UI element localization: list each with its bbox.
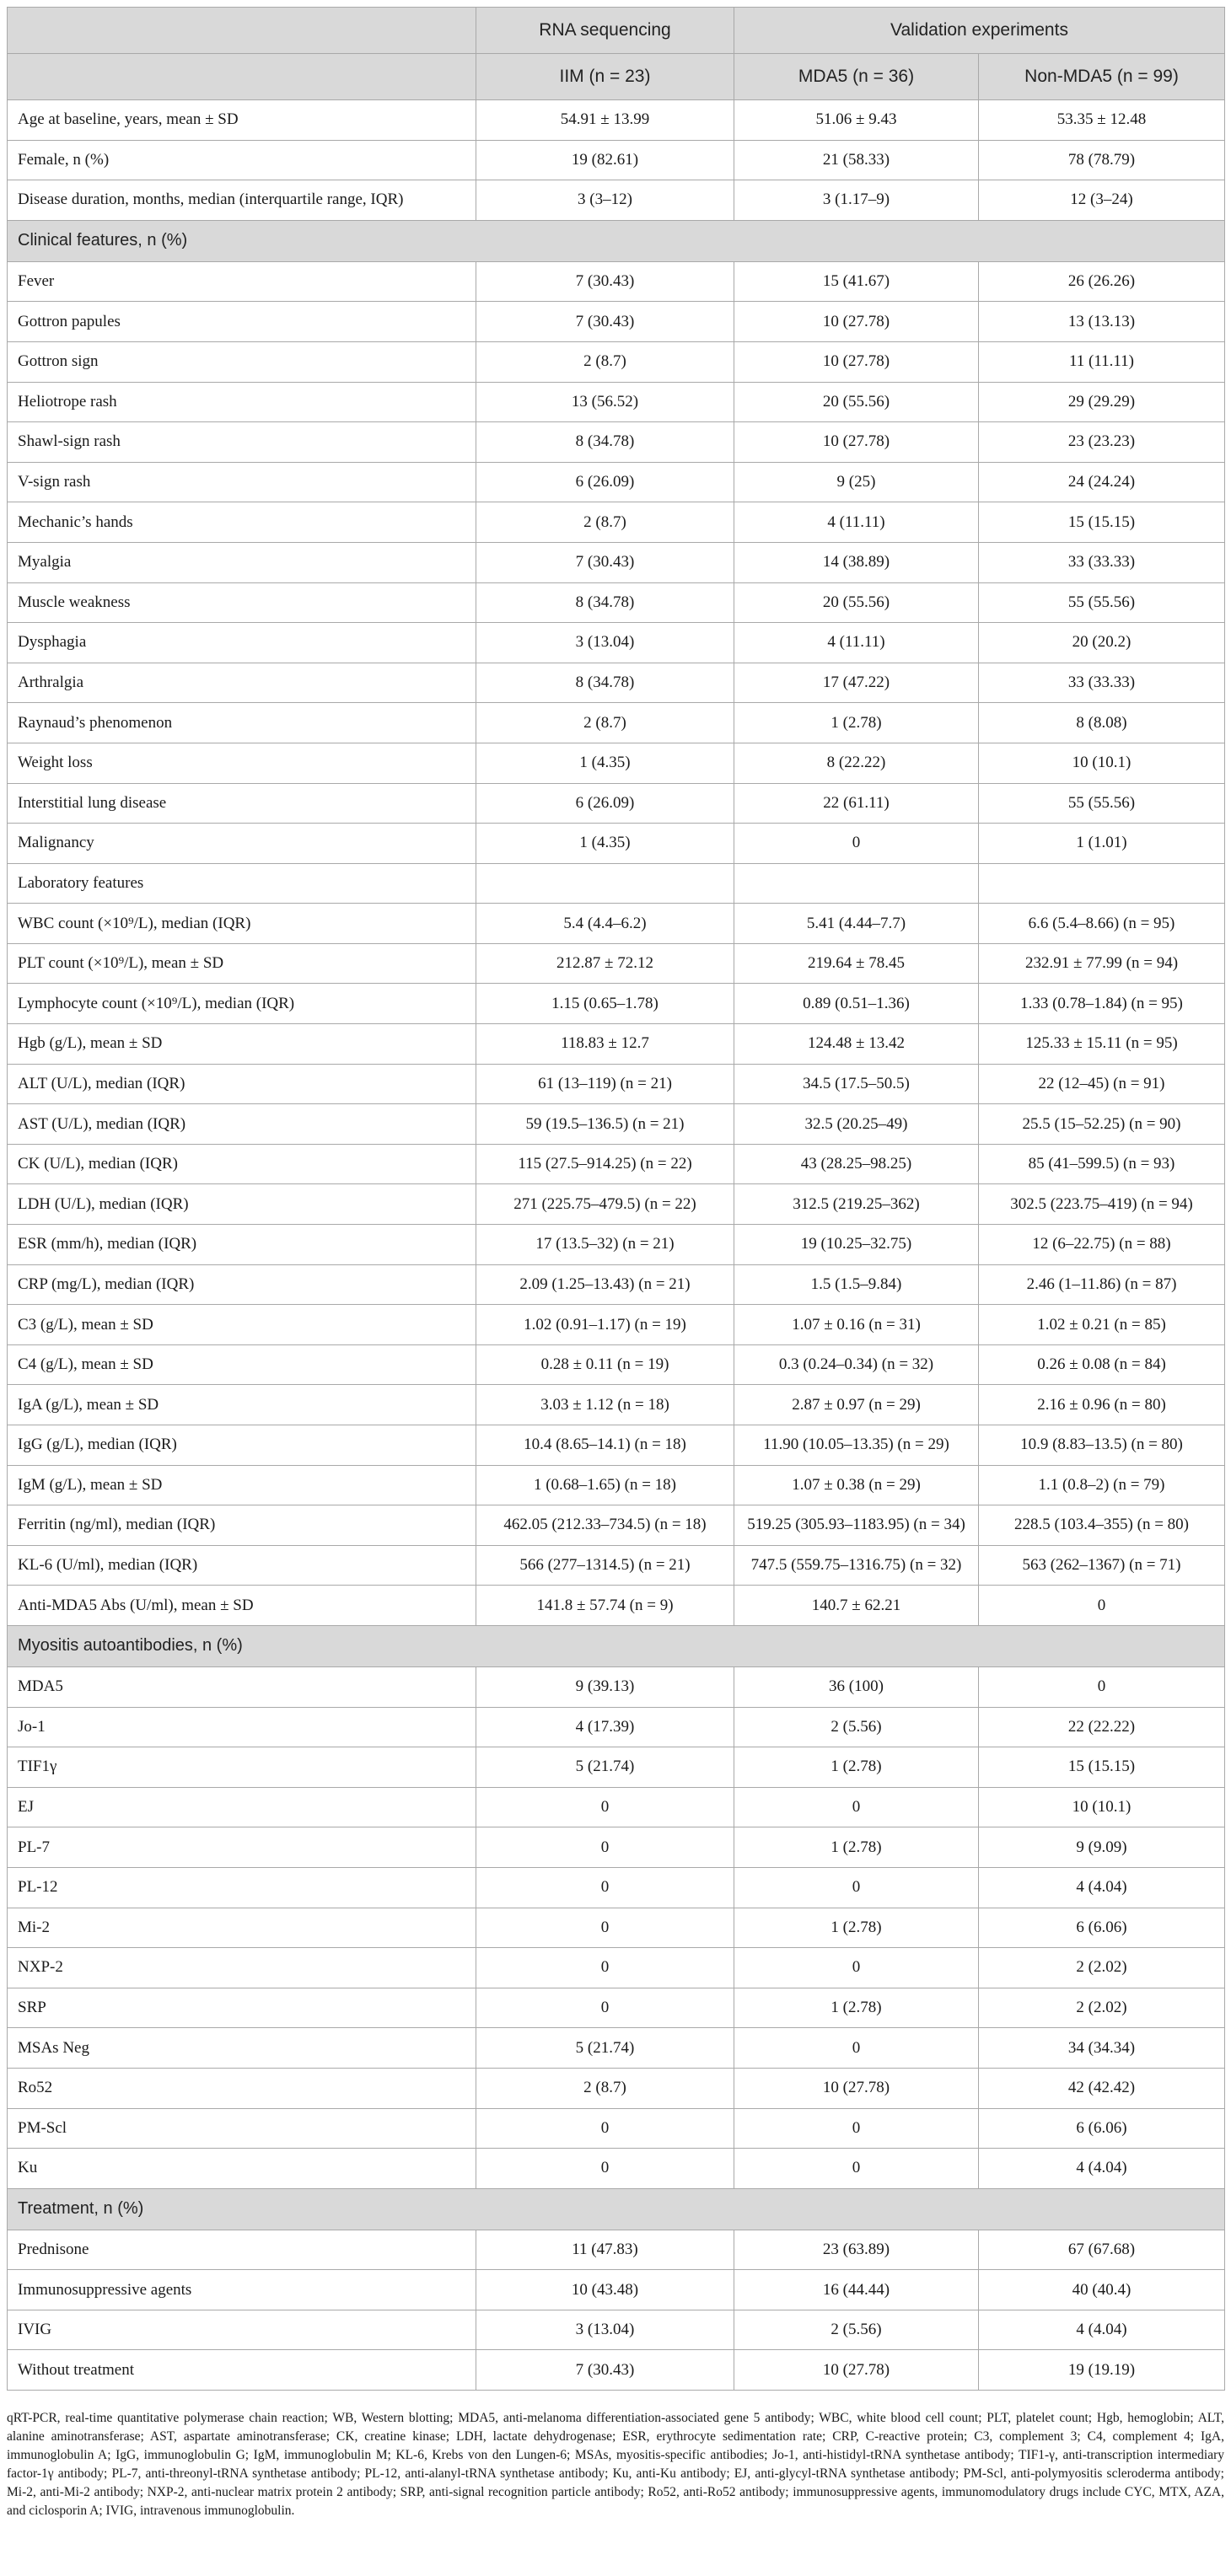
row-label: Gottron papules (8, 302, 476, 342)
header-row-cohorts (8, 54, 1225, 100)
cell-value: 5.4 (4.4–6.2) (476, 904, 734, 944)
section-header-row (8, 2188, 1225, 2230)
cell-value: 0 (476, 1948, 734, 1988)
row-label: WBC count (×10⁹/L), median (IQR) (8, 904, 476, 944)
row-label: Heliotrope rash (8, 382, 476, 422)
cell-value: 6 (26.09) (476, 783, 734, 824)
table-row (8, 302, 1225, 342)
cell-value: 2 (8.7) (476, 502, 734, 543)
cell-value: 271 (225.75–479.5) (n = 22) (476, 1184, 734, 1225)
cell-value: 118.83 ± 12.7 (476, 1024, 734, 1065)
row-label: Lymphocyte count (×10⁹/L), median (IQR) (8, 984, 476, 1024)
cell-value: 4 (11.11) (734, 502, 979, 543)
row-label: Ro52 (8, 2068, 476, 2108)
cell-value: 12 (3–24) (979, 180, 1225, 221)
section-header: Clinical features, n (%) (8, 220, 1225, 261)
cell-value: 0 (476, 1867, 734, 1908)
table-row (8, 1104, 1225, 1145)
table-row (8, 1988, 1225, 2028)
row-label: PL-7 (8, 1827, 476, 1868)
table-row (8, 1707, 1225, 1747)
cell-value: 67 (67.68) (979, 2230, 1225, 2270)
cell-value: 55 (55.56) (979, 582, 1225, 623)
cell-value: 5 (21.74) (476, 2028, 734, 2069)
cell-value: 3 (13.04) (476, 2310, 734, 2350)
cell-value: 11 (11.11) (979, 341, 1225, 382)
table-body (8, 100, 1225, 2391)
cell-value: 51.06 ± 9.43 (734, 100, 979, 141)
row-label: V-sign rash (8, 462, 476, 502)
cell-value: 29 (29.29) (979, 382, 1225, 422)
cell-value: 10 (43.48) (476, 2270, 734, 2310)
row-label: MDA5 (8, 1666, 476, 1707)
table-row (8, 1024, 1225, 1065)
cell-value: 462.05 (212.33–734.5) (n = 18) (476, 1505, 734, 1546)
table-row (8, 1747, 1225, 1788)
row-label: Mi-2 (8, 1908, 476, 1948)
cell-value: 0 (734, 2108, 979, 2149)
cell-value: 2.09 (1.25–13.43) (n = 21) (476, 1264, 734, 1305)
table-row (8, 1948, 1225, 1988)
cell-value: 0.3 (0.24–0.34) (n = 32) (734, 1344, 979, 1385)
cell-value: 2.16 ± 0.96 (n = 80) (979, 1385, 1225, 1425)
cell-value: 22 (61.11) (734, 783, 979, 824)
table-row (8, 2350, 1225, 2391)
cell-value: 1.15 (0.65–1.78) (476, 984, 734, 1024)
cell-value: 12 (6–22.75) (n = 88) (979, 1225, 1225, 1265)
cell-value: 22 (12–45) (n = 91) (979, 1064, 1225, 1104)
cell-value: 20 (20.2) (979, 623, 1225, 663)
table-row (8, 623, 1225, 663)
row-label: Weight loss (8, 743, 476, 783)
cell-value: 3 (13.04) (476, 623, 734, 663)
table-row (8, 1425, 1225, 1466)
cell-value: 4 (11.11) (734, 623, 979, 663)
cell-value: 15 (15.15) (979, 502, 1225, 543)
cell-value: 11.90 (10.05–13.35) (n = 29) (734, 1425, 979, 1466)
table-row (8, 2149, 1225, 2189)
cell-value: 11 (47.83) (476, 2230, 734, 2270)
cell-value: 1.1 (0.8–2) (n = 79) (979, 1465, 1225, 1505)
row-label: Prednisone (8, 2230, 476, 2270)
cell-value: 232.91 ± 77.99 (n = 94) (979, 943, 1225, 984)
cell-value: 0.89 (0.51–1.36) (734, 984, 979, 1024)
row-label: Muscle weakness (8, 582, 476, 623)
table-row (8, 743, 1225, 783)
cell-value: 10 (27.78) (734, 341, 979, 382)
row-label: ESR (mm/h), median (IQR) (8, 1225, 476, 1265)
row-label: Myalgia (8, 542, 476, 582)
cell-value: 43 (28.25–98.25) (734, 1144, 979, 1184)
row-label: Shawl-sign rash (8, 422, 476, 463)
table-row (8, 1264, 1225, 1305)
cell-value: 3 (3–12) (476, 180, 734, 221)
table-row (8, 1827, 1225, 1868)
cell-value: 25.5 (15–52.25) (n = 90) (979, 1104, 1225, 1145)
cell-value: 212.87 ± 72.12 (476, 943, 734, 984)
row-label: IgG (g/L), median (IQR) (8, 1425, 476, 1466)
cell-value: 23 (63.89) (734, 2230, 979, 2270)
cell-value: 8 (34.78) (476, 422, 734, 463)
table-row (8, 341, 1225, 382)
table-row (8, 2028, 1225, 2069)
cell-value: 10 (10.1) (979, 743, 1225, 783)
row-label: NXP-2 (8, 1948, 476, 1988)
cell-value: 4 (4.04) (979, 2149, 1225, 2189)
cell-value: 0 (476, 1908, 734, 1948)
cell-value: 1.07 ± 0.16 (n = 31) (734, 1305, 979, 1345)
cell-value: 40 (40.4) (979, 2270, 1225, 2310)
cell-value: 10.9 (8.83–13.5) (n = 80) (979, 1425, 1225, 1466)
cell-value: 59 (19.5–136.5) (n = 21) (476, 1104, 734, 1145)
cell-value: 85 (41–599.5) (n = 93) (979, 1144, 1225, 1184)
cell-value: 21 (58.33) (734, 140, 979, 180)
table-row (8, 1505, 1225, 1546)
row-label: Age at baseline, years, mean ± SD (8, 100, 476, 141)
row-label: PLT count (×10⁹/L), mean ± SD (8, 943, 476, 984)
cell-value: 2 (5.56) (734, 2310, 979, 2350)
row-label: Raynaud’s phenomenon (8, 703, 476, 743)
cell-value: 125.33 ± 15.11 (n = 95) (979, 1024, 1225, 1065)
cell-value: 15 (41.67) (734, 261, 979, 302)
cell-value: 20 (55.56) (734, 382, 979, 422)
cell-value: 10.4 (8.65–14.1) (n = 18) (476, 1425, 734, 1466)
table-row (8, 663, 1225, 703)
cell-value: 14 (38.89) (734, 542, 979, 582)
row-label: ALT (U/L), median (IQR) (8, 1064, 476, 1104)
cell-value: 17 (47.22) (734, 663, 979, 703)
cell-value: 140.7 ± 62.21 (734, 1586, 979, 1626)
cell-value: 1 (2.78) (734, 1827, 979, 1868)
cell-value: 13 (56.52) (476, 382, 734, 422)
table-row (8, 824, 1225, 864)
row-label: MSAs Neg (8, 2028, 476, 2069)
cell-value: 34 (34.34) (979, 2028, 1225, 2069)
cell-value: 10 (10.1) (979, 1787, 1225, 1827)
cell-value: 1 (4.35) (476, 743, 734, 783)
cell-value: 0.28 ± 0.11 (n = 19) (476, 1344, 734, 1385)
cell-value: 33 (33.33) (979, 542, 1225, 582)
section-header-row (8, 1625, 1225, 1666)
cell-value: 5.41 (4.44–7.7) (734, 904, 979, 944)
row-label: IVIG (8, 2310, 476, 2350)
cell-value: 2.87 ± 0.97 (n = 29) (734, 1385, 979, 1425)
table-row (8, 462, 1225, 502)
row-label: TIF1γ (8, 1747, 476, 1788)
section-header-row (8, 220, 1225, 261)
cell-value: 10 (27.78) (734, 302, 979, 342)
cell-value: 0 (734, 2149, 979, 2189)
row-label: AST (U/L), median (IQR) (8, 1104, 476, 1145)
cell-value: 0 (734, 1787, 979, 1827)
cell-value: 0 (734, 1867, 979, 1908)
cell-value: 228.5 (103.4–355) (n = 80) (979, 1505, 1225, 1546)
cell-value: 13 (13.13) (979, 302, 1225, 342)
cell-value: 1.02 (0.91–1.17) (n = 19) (476, 1305, 734, 1345)
cell-value: 7 (30.43) (476, 2350, 734, 2391)
row-label: Dysphagia (8, 623, 476, 663)
cell-value: 0 (476, 2149, 734, 2189)
section-header: Treatment, n (%) (8, 2188, 1225, 2230)
row-label: EJ (8, 1787, 476, 1827)
cell-value: 0.26 ± 0.08 (n = 84) (979, 1344, 1225, 1385)
cell-value: 1 (4.35) (476, 824, 734, 864)
row-label: Fever (8, 261, 476, 302)
cell-value: 0 (476, 1787, 734, 1827)
cell-value: 2 (8.7) (476, 341, 734, 382)
cell-value: 519.25 (305.93–1183.95) (n = 34) (734, 1505, 979, 1546)
row-label: Ferritin (ng/ml), median (IQR) (8, 1505, 476, 1546)
row-label: Mechanic’s hands (8, 502, 476, 543)
cell-value: 747.5 (559.75–1316.75) (n = 32) (734, 1545, 979, 1586)
cell-value: 9 (25) (734, 462, 979, 502)
cell-value: 1 (0.68–1.65) (n = 18) (476, 1465, 734, 1505)
row-label: Anti-MDA5 Abs (U/ml), mean ± SD (8, 1586, 476, 1626)
cell-value: 10 (27.78) (734, 422, 979, 463)
cell-value: 17 (13.5–32) (n = 21) (476, 1225, 734, 1265)
header-blank (8, 8, 476, 54)
cell-value: 5 (21.74) (476, 1747, 734, 1788)
table-row (8, 904, 1225, 944)
table-row (8, 502, 1225, 543)
cell-value: 1.07 ± 0.38 (n = 29) (734, 1465, 979, 1505)
row-label: IgA (g/L), mean ± SD (8, 1385, 476, 1425)
cell-value: 0 (979, 1666, 1225, 1707)
table-row (8, 1344, 1225, 1385)
row-label: Hgb (g/L), mean ± SD (8, 1024, 476, 1065)
table-row (8, 1787, 1225, 1827)
cell-value: 7 (30.43) (476, 542, 734, 582)
cell-value: 2 (5.56) (734, 1707, 979, 1747)
cell-value: 4 (4.04) (979, 1867, 1225, 1908)
cell-value: 19 (82.61) (476, 140, 734, 180)
cell-value: 1 (2.78) (734, 1908, 979, 1948)
table-row (8, 1064, 1225, 1104)
cell-value: 1.02 ± 0.21 (n = 85) (979, 1305, 1225, 1345)
cell-value: 61 (13–119) (n = 21) (476, 1064, 734, 1104)
row-label: C3 (g/L), mean ± SD (8, 1305, 476, 1345)
header-blank-2 (8, 54, 476, 100)
cell-value: 8 (8.08) (979, 703, 1225, 743)
cell-value: 2 (2.02) (979, 1948, 1225, 1988)
cell-value: 6 (6.06) (979, 2108, 1225, 2149)
header-iim: IIM (n = 23) (476, 54, 734, 100)
cell-value: 33 (33.33) (979, 663, 1225, 703)
cell-value: 78 (78.79) (979, 140, 1225, 180)
cell-value: 22 (22.22) (979, 1707, 1225, 1747)
row-label: Without treatment (8, 2350, 476, 2391)
cell-value: 566 (277–1314.5) (n = 21) (476, 1545, 734, 1586)
cell-value: 19 (19.19) (979, 2350, 1225, 2391)
row-label: IgM (g/L), mean ± SD (8, 1465, 476, 1505)
table-row (8, 984, 1225, 1024)
row-label: Malignancy (8, 824, 476, 864)
row-label: PM-Scl (8, 2108, 476, 2149)
table-row (8, 703, 1225, 743)
cell-value: 3 (1.17–9) (734, 180, 979, 221)
row-label: Gottron sign (8, 341, 476, 382)
table-row (8, 180, 1225, 221)
table-row (8, 582, 1225, 623)
table-row (8, 1908, 1225, 1948)
row-label: CK (U/L), median (IQR) (8, 1144, 476, 1184)
cell-value (979, 863, 1225, 904)
cell-value: 42 (42.42) (979, 2068, 1225, 2108)
table-row (8, 1545, 1225, 1586)
table-row (8, 1666, 1225, 1707)
cell-value: 24 (24.24) (979, 462, 1225, 502)
cell-value: 26 (26.26) (979, 261, 1225, 302)
cell-value: 34.5 (17.5–50.5) (734, 1064, 979, 1104)
cell-value: 0 (476, 2108, 734, 2149)
cell-value: 8 (34.78) (476, 663, 734, 703)
cell-value: 0 (734, 2028, 979, 2069)
cell-value: 7 (30.43) (476, 302, 734, 342)
table-footnote: qRT-PCR, real-time quantitative polymerase chain reaction; WB, Western blotting; MDA5, anti-melanoma differentiation-associated gene 5 antibody; WBC, white blood cell count; PLT, platelet count; Hgb, hemoglobin; ALT, alanine aminotransferase; AST, aspartate aminotransferase; CK, creatine kinase; LDH, lactate dehydrogenase; ESR, erythrocyte sedimentation rate; CRP, C-reactive protein; C3, complement 3; C4, complement 4; IgA, immunoglobulin A; IgG, immunoglobulin G; IgM, immunoglobulin M; KL-6, Krebs von den Lungen-6; MSAs, myositis-specific antibodies; Jo-1, anti-histidyl-tRNA synthetase antibody; TIF1-γ, anti-transcription intermediary factor-1γ antibody; PL-7, anti-threonyl-tRNA synthetase antibody; PL-12, anti-alanyl-tRNA synthetase antibody; Ku, anti-Ku antibody; EJ, anti-glycyl-tRNA synthetase antibody; PM-Scl, anti-polymyositis scleroderma antibody; Mi-2, anti-Mi-2 antibody; NXP-2, anti-nuclear matrix protein 2 antibody; SRP, anti-signal recognition particle antibody; Ro52, anti-Ro52 antibody; immunosuppressive agents, immunomodulatory drugs include CYC, MTX, AZA, and ciclosporin A; IVIG, intravenous immunoglobulin. (7, 2411, 1224, 2519)
table-row (8, 2230, 1225, 2270)
cell-value: 219.64 ± 78.45 (734, 943, 979, 984)
cell-value: 10 (27.78) (734, 2068, 979, 2108)
cell-value: 19 (10.25–32.75) (734, 1225, 979, 1265)
table-row (8, 1586, 1225, 1626)
cell-value: 312.5 (219.25–362) (734, 1184, 979, 1225)
cell-value: 0 (476, 1827, 734, 1868)
row-label: Ku (8, 2149, 476, 2189)
cell-value: 0 (979, 1586, 1225, 1626)
row-label: Immunosuppressive agents (8, 2270, 476, 2310)
table-row (8, 422, 1225, 463)
cell-value: 3.03 ± 1.12 (n = 18) (476, 1385, 734, 1425)
cell-value: 36 (100) (734, 1666, 979, 1707)
cell-value: 141.8 ± 57.74 (n = 9) (476, 1586, 734, 1626)
table-header (8, 8, 1225, 100)
row-label: Interstitial lung disease (8, 783, 476, 824)
cell-value: 4 (17.39) (476, 1707, 734, 1747)
table-row (8, 261, 1225, 302)
cohort-characteristics-table (7, 7, 1225, 2391)
table-row (8, 542, 1225, 582)
table-row (8, 1225, 1225, 1265)
cell-value: 0 (476, 1988, 734, 2028)
row-label: KL-6 (U/ml), median (IQR) (8, 1545, 476, 1586)
cell-value: 23 (23.23) (979, 422, 1225, 463)
table-row (8, 140, 1225, 180)
cell-value: 8 (22.22) (734, 743, 979, 783)
cell-value: 302.5 (223.75–419) (n = 94) (979, 1184, 1225, 1225)
table-row (8, 382, 1225, 422)
header-mda5: MDA5 (n = 36) (734, 54, 979, 100)
table-row (8, 1184, 1225, 1225)
header-validation-experiments: Validation experiments (734, 8, 1225, 54)
row-label: LDH (U/L), median (IQR) (8, 1184, 476, 1225)
cell-value: 2.46 (1–11.86) (n = 87) (979, 1264, 1225, 1305)
header-non-mda5: Non-MDA5 (n = 99) (979, 54, 1225, 100)
table-row (8, 1144, 1225, 1184)
cell-value: 16 (44.44) (734, 2270, 979, 2310)
cell-value: 55 (55.56) (979, 783, 1225, 824)
cell-value: 9 (39.13) (476, 1666, 734, 1707)
row-label: C4 (g/L), mean ± SD (8, 1344, 476, 1385)
cell-value (476, 863, 734, 904)
row-label: SRP (8, 1988, 476, 2028)
cell-value: 53.35 ± 12.48 (979, 100, 1225, 141)
table-row (8, 2068, 1225, 2108)
cell-value: 6.6 (5.4–8.66) (n = 95) (979, 904, 1225, 944)
table-row (8, 2270, 1225, 2310)
cell-value: 4 (4.04) (979, 2310, 1225, 2350)
cell-value: 20 (55.56) (734, 582, 979, 623)
cell-value: 1.5 (1.5–9.84) (734, 1264, 979, 1305)
row-label: Arthralgia (8, 663, 476, 703)
cell-value: 0 (734, 1948, 979, 1988)
cell-value: 1 (2.78) (734, 1747, 979, 1788)
table-row (8, 2310, 1225, 2350)
cell-value (734, 863, 979, 904)
table-row (8, 2108, 1225, 2149)
table-row (8, 1465, 1225, 1505)
table-row (8, 1305, 1225, 1345)
cell-value: 32.5 (20.25–49) (734, 1104, 979, 1145)
subsection-row (8, 863, 1225, 904)
table-row (8, 943, 1225, 984)
cell-value: 2 (2.02) (979, 1988, 1225, 2028)
row-label: CRP (mg/L), median (IQR) (8, 1264, 476, 1305)
table-row (8, 1867, 1225, 1908)
row-label: Female, n (%) (8, 140, 476, 180)
cell-value: 2 (8.7) (476, 703, 734, 743)
cell-value: 54.91 ± 13.99 (476, 100, 734, 141)
cell-value: 7 (30.43) (476, 261, 734, 302)
table-row (8, 783, 1225, 824)
cell-value: 6 (26.09) (476, 462, 734, 502)
table-row (8, 1385, 1225, 1425)
section-header: Myositis autoantibodies, n (%) (8, 1625, 1225, 1666)
cell-value: 0 (734, 824, 979, 864)
row-label: Disease duration, months, median (interquartile range, IQR) (8, 180, 476, 221)
table-row (8, 100, 1225, 141)
cell-value: 1 (2.78) (734, 1988, 979, 2028)
row-label: PL-12 (8, 1867, 476, 1908)
cell-value: 1.33 (0.78–1.84) (n = 95) (979, 984, 1225, 1024)
row-label: Jo-1 (8, 1707, 476, 1747)
cell-value: 15 (15.15) (979, 1747, 1225, 1788)
cell-value: 6 (6.06) (979, 1908, 1225, 1948)
cell-value: 10 (27.78) (734, 2350, 979, 2391)
cell-value: 8 (34.78) (476, 582, 734, 623)
cell-value: 1 (2.78) (734, 703, 979, 743)
cell-value: 124.48 ± 13.42 (734, 1024, 979, 1065)
cell-value: 2 (8.7) (476, 2068, 734, 2108)
header-rna-sequencing: RNA sequencing (476, 8, 734, 54)
cell-value: 115 (27.5–914.25) (n = 22) (476, 1144, 734, 1184)
cell-value: 9 (9.09) (979, 1827, 1225, 1868)
header-row-groups (8, 8, 1225, 54)
row-label: Laboratory features (8, 863, 476, 904)
cell-value: 1 (1.01) (979, 824, 1225, 864)
cell-value: 563 (262–1367) (n = 71) (979, 1545, 1225, 1586)
